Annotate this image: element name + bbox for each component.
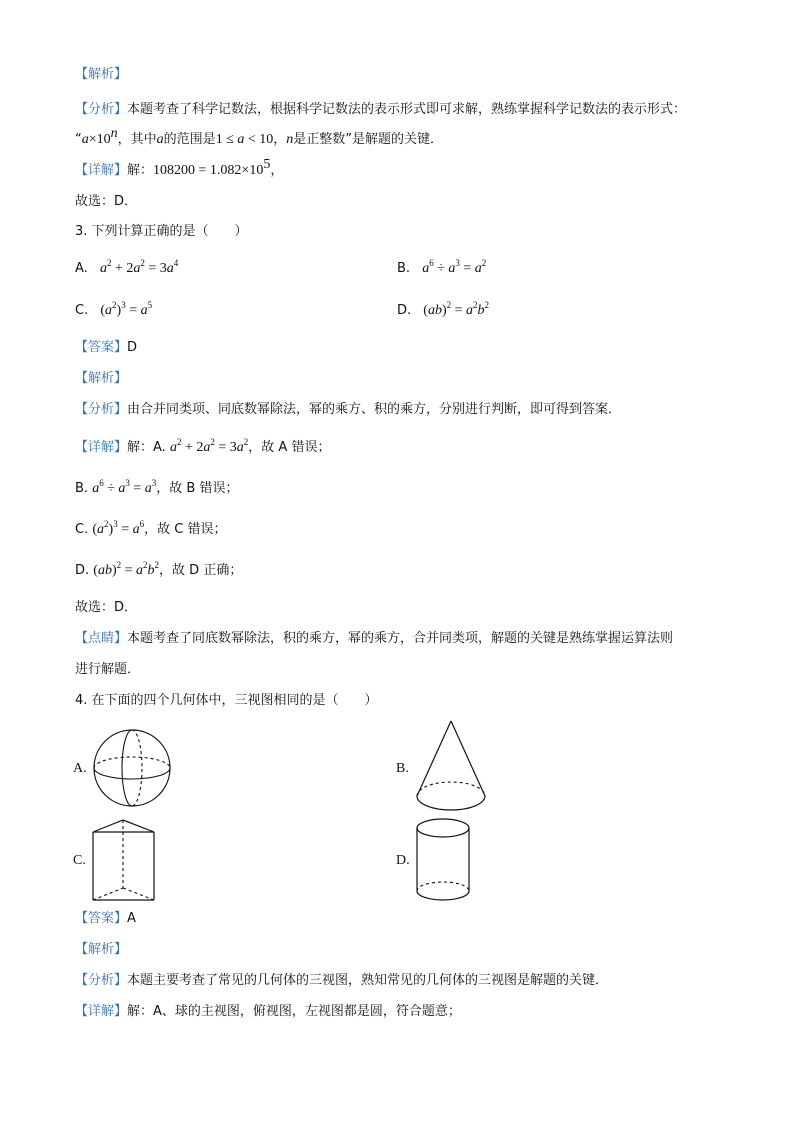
math-expr: ×10 [88, 132, 111, 147]
detail-c: C. $(a^2)^3 = a^6$，故 C 错误； [75, 519, 227, 537]
option-label: A. [75, 261, 88, 276]
analysis-paragraph: 【分析】本题主要考查了常见的几何体的三视图，熟知常见的几何体的三视图是解题的关键． [75, 973, 609, 988]
key-point-paragraph-cont: 进行解题． [75, 662, 141, 677]
prism-figure [90, 818, 158, 904]
math-expr: 108200 = 1.082×10 [153, 163, 264, 178]
option-c [75, 302, 152, 320]
choice-result: 故选：D． [75, 194, 138, 209]
option-label: D. [397, 303, 412, 318]
math-expr: $a^6 \div a^3 = a^3$ [92, 478, 157, 496]
option-d [397, 302, 489, 320]
analysis-heading: 【解析】 [75, 942, 128, 957]
tag-label: 【点睛】 [75, 631, 128, 646]
option-b [397, 260, 486, 278]
math-expr: $a^2 + 2a^2 = 3a^2$ [169, 437, 249, 455]
answer-value: D [127, 340, 138, 355]
math-expr: $a^2 + 2a^2 = 3a^4$ [99, 258, 179, 276]
analysis-paragraph-cont: “$a\times 10^n$，其中a的范围是1 ≤ a < 10，n是正整数”是解题的关键． [75, 126, 444, 147]
detail-paragraph: 【详解】解：A. $a^2 + 2a^2 = 3a^2$，故 A 错误； [75, 437, 331, 455]
question-stem: 4. 在下面的四个几何体中，三视图相同的是（ ） [75, 693, 378, 708]
figure-label-d: D. [396, 853, 410, 868]
analysis-paragraph [75, 101, 686, 119]
math-exponent: n [110, 126, 118, 141]
analysis-heading: 【解析】 [75, 371, 128, 386]
tag-label: 【分析】 [75, 102, 128, 117]
math-expr: $(ab)^2 = a^2b^2$ [93, 560, 160, 578]
figure-label-a: A. [73, 761, 87, 776]
tag-label: 【答案】 [75, 340, 128, 355]
cone-figure [413, 718, 489, 816]
math-expr: $(ab)^2 = a^2b^2$ [423, 300, 490, 318]
cylinder-figure [413, 816, 473, 904]
tag-label: 【解析】 [75, 67, 128, 82]
paragraph-text: 本题考查了科学记数法，根据科学记数法的表示形式即可求解，熟练掌握科学记数法的表示形式： [127, 102, 687, 117]
option-label: B. [397, 261, 411, 276]
option-label: C. [75, 303, 89, 318]
detail-d: D. $(ab)^2 = a^2b^2$，故 D 正确； [75, 560, 243, 578]
choice-result: 故选：D． [75, 600, 138, 615]
analysis-paragraph: 【分析】由合并同类项、同底数幂除法，幂的乘方、积的乘方，分别进行判断，即可得到答案． [75, 402, 622, 417]
answer-value: A [127, 911, 136, 926]
detail-paragraph: 【详解】解：$108200 = 1.082\times 10^5$， [75, 157, 284, 178]
answer-line: 【答案】A [75, 911, 136, 926]
math-expr: $(a^2)^3 = a^6$ [92, 519, 145, 537]
detail-paragraph: 【详解】解：A、球的主视图，俯视图，左视图都是圆，符合题意； [75, 1004, 461, 1019]
math-var: a [81, 132, 89, 147]
key-point-paragraph: 【点睛】本题考查了同底数幂除法，积的乘方，幂的乘方，合并同类项，解题的关键是熟练掌握运算法则 [75, 631, 674, 646]
detail-b: B. $a^6 \div a^3 = a^3$，故 B 错误； [75, 478, 239, 496]
figure-label-c: C. [73, 853, 86, 868]
option-a [75, 260, 178, 278]
tag-label: 【详解】 [75, 163, 128, 178]
answer-line [75, 339, 137, 357]
sphere-figure [90, 728, 174, 808]
analysis-heading [75, 66, 127, 84]
figure-label-b: B. [396, 761, 409, 776]
math-expr: $(a^2)^3 = a^5$ [100, 300, 153, 318]
math-expr: $a^6 \div a^3 = a^2$ [422, 258, 487, 276]
question-stem: 3. 下列计算正确的是（ ） [75, 224, 248, 239]
